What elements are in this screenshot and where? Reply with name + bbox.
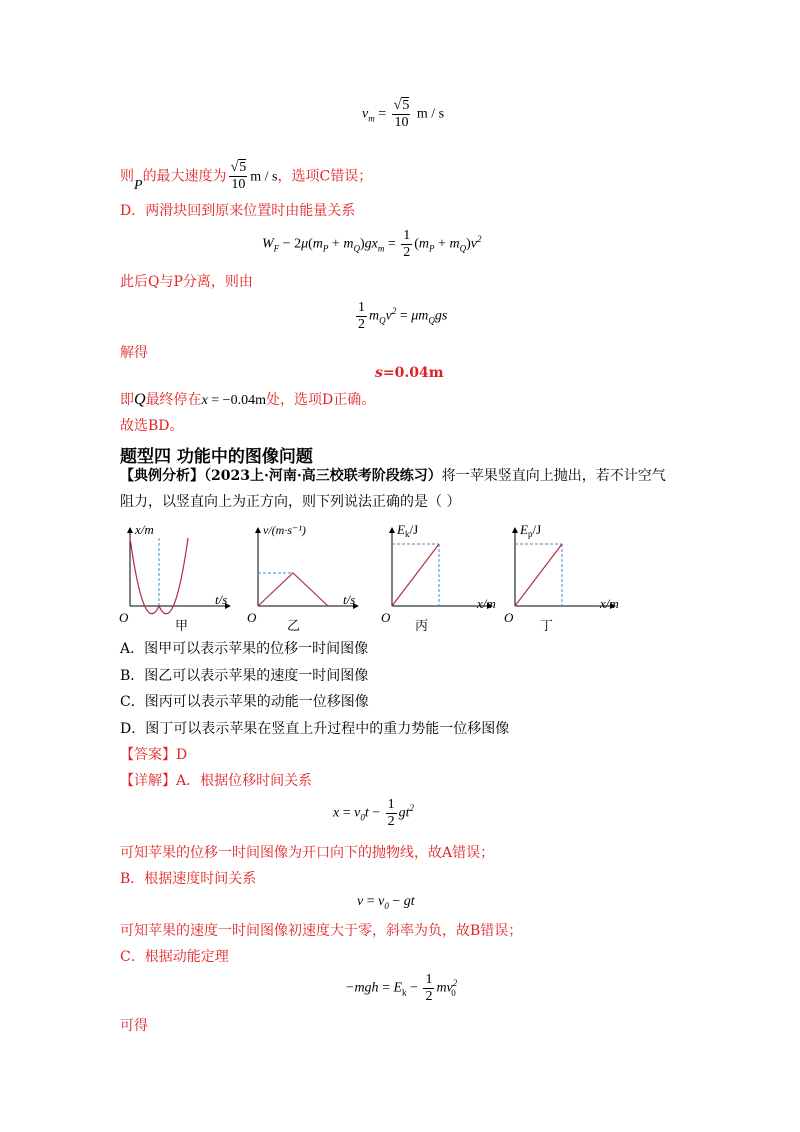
graph-ding-line [515,544,562,606]
equation-x: $x = v_0t$ − $\frac{1}{2}$ $gt^2$ [333,797,415,829]
equation-energy: $W_F - 2\mu(m_P + m_Q)gx_m$ = $\frac{1}{2}$ $(m_P + m_Q)v^2$ [262,228,482,260]
graph-yi-origin: O [247,610,257,625]
equation-friction: $\frac{1}{2}$ $m_Qv^2 = \mu m_Qgs$ [358,300,448,332]
graph-jia-ylabel: x/m [135,522,154,537]
option-c: C．图丙可以表示苹果的动能一位移图像 [120,694,369,710]
graph-yi-ylabel: v/(m·s⁻¹) [263,523,306,537]
graph-bing-line [392,544,439,606]
graph-jia-xlabel: t/s [215,592,228,607]
graph-bing-xlabel: x/m [477,596,496,611]
question-line-2: 阻力，以竖直向上为正方向，则下列说法正确的是（ ） [120,494,461,510]
line-solve: 解得 [120,345,148,361]
graph-bing-caption: 丙 [415,618,429,633]
line-separation: 此后Q与P分离，则由 [120,274,253,290]
answer: 【答案】D [120,747,188,763]
line-get: 可得 [120,1018,148,1034]
graph-ding-ylabel: $E_p/J$ [520,522,542,539]
graph-bing-ylabel: $E_k/J$ [397,522,419,539]
graph-yi-xlabel: t/s [343,592,356,607]
detail-a: 【详解】A．根据位移时间关系 [120,773,313,789]
option-d: D．图丁可以表示苹果在竖直上升过程中的重力势能一位移图像 [120,721,510,737]
line-p-max-speed: 则P的最大速度为 $\frac{√5}{10}$ m / s，选项C错误； [120,160,373,193]
equation-s: s=0.04m [375,365,444,381]
graph-ding-origin: O [504,610,514,625]
equation-kinetic: $-mgh = E_k$ − $\frac{1}{2}$ $mv^2_0$ [345,972,458,1004]
section-title: 题型四 功能中的图像问题 [120,447,313,467]
graph-jia-caption: 甲 [175,618,189,633]
line-q-stop: 即Q最终停在x = −0.04m处，选项D正确。 [120,391,376,408]
graph-ding-caption: 丁 [540,618,554,633]
graph-ding-xlabel: x/m [600,596,619,611]
graph-bing [381,522,496,633]
graph-yi-caption: 乙 [287,618,301,633]
equation-vm: $v_m$ = $\frac{√5}{10}$ m / s [362,98,445,130]
graph-jia [119,522,230,633]
graph-yi-line [258,573,328,606]
line-choose-bd: 故选BD。 [120,418,184,434]
question-line-1: 【典例分析】（2023上·河南·高三校联考阶段练习）将一苹果竖直向上抛出，若不计空气 [120,468,666,484]
graph-bing-origin: O [381,610,391,625]
graph-ding [504,522,619,633]
graphs-figure [115,518,645,638]
line-b-conclusion: 可知苹果的速度一时间图像初速度大于零，斜率为负，故B错误； [120,923,523,939]
line-a-conclusion: 可知苹果的位移一时间图像为开口向下的抛物线，故A错误； [120,845,495,861]
line-c: C．根据动能定理 [120,949,229,965]
graph-jia-origin: O [119,610,129,625]
line-d-energy: D．两滑块回到原来位置时由能量关系 [120,203,356,219]
option-a: A．图甲可以表示苹果的位移一时间图像 [120,641,369,657]
line-b: B．根据速度时间关系 [120,871,257,887]
option-b: B．图乙可以表示苹果的速度一时间图像 [120,668,369,684]
equation-v: $v = v_0$ − gt [357,894,415,911]
graph-yi [247,523,358,633]
